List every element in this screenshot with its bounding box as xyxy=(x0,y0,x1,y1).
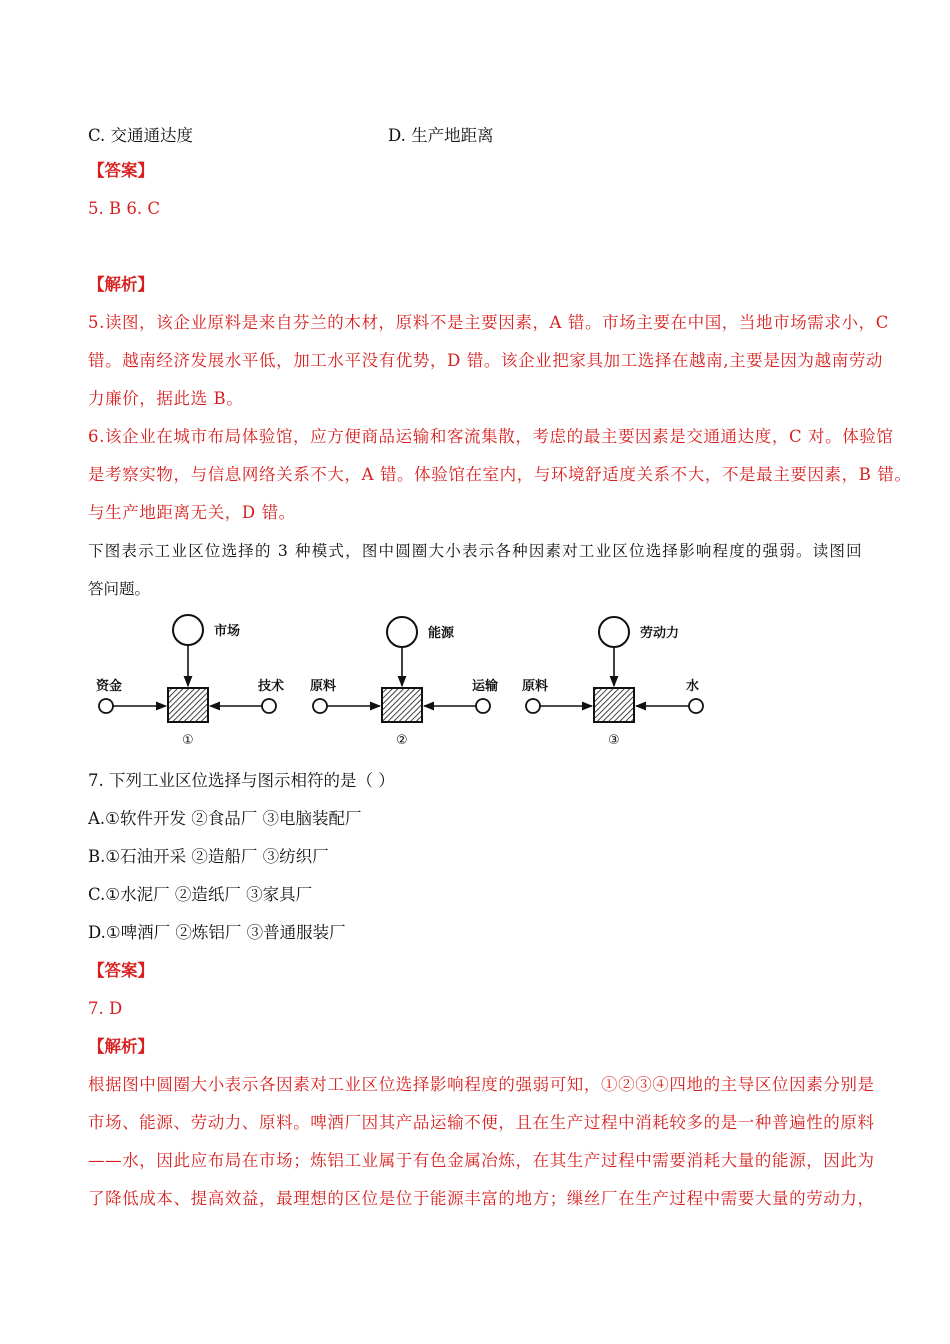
analysis-5-line-3: 力廉价，据此选 B。 xyxy=(88,389,244,408)
factory-box-1 xyxy=(168,688,208,722)
diagram-panel-3 xyxy=(522,617,703,748)
panel-2-left-label: 原料 xyxy=(310,679,337,694)
answer-label-2: 【答案】 xyxy=(88,961,154,980)
analysis-label-2: 【解析】 xyxy=(88,1037,154,1056)
option-a: A.①软件开发 ②食品厂 ③电脑装配厂 xyxy=(88,809,362,828)
raw-material-circle xyxy=(313,699,327,713)
intro-line-2: 答问题。 xyxy=(88,580,151,598)
panel-2-right-label: 运输 xyxy=(472,679,499,694)
raw-material-circle-3 xyxy=(526,699,540,713)
panel-3-right-label: 水 xyxy=(686,679,700,694)
panel-3-top-label: 劳动力 xyxy=(640,626,680,641)
answer-text-2: 7. D xyxy=(88,999,123,1018)
technology-circle xyxy=(262,699,276,713)
option-c: C.①水泥厂 ②造纸厂 ③家具厂 xyxy=(88,885,313,904)
option-b: B.①石油开采 ②造船厂 ③纺织厂 xyxy=(88,847,329,866)
option-d-prev: D. 生产地距离 xyxy=(388,126,494,145)
panel-3-number: ③ xyxy=(608,733,620,748)
analysis-6-line-1: 6.该企业在城市布局体验馆，应方便商品运输和客流集散，考虑的最主要因素是交通通达度，C 对。体验馆 xyxy=(88,427,894,446)
analysis-7-line-4: 了降低成本、提高效益，最理想的区位是位于能源丰富的地方；缫丝厂在生产过程中需要大量的劳动力， xyxy=(88,1189,875,1208)
panel-1-top-label: 市场 xyxy=(214,624,241,639)
analysis-7-line-1: 根据图中圆圈大小表示各因素对工业区位选择影响程度的强弱可知，①②③④四地的主导区位因素分别是 xyxy=(88,1075,875,1094)
panel-1-number: ① xyxy=(182,733,194,748)
panel-3-left-label: 原料 xyxy=(522,679,549,694)
answer-label: 【答案】 xyxy=(88,161,154,180)
transport-circle xyxy=(476,699,490,713)
panel-2-number: ② xyxy=(396,733,408,748)
analysis-7-line-3: ——水，因此应布局在市场；炼铝工业属于有色金属冶炼，在其生产过程中需要消耗大量的能源，因此为 xyxy=(88,1151,875,1170)
panel-1-left-label: 资金 xyxy=(96,679,123,694)
question-7: 7. 下列工业区位选择与图示相符的是（ ） xyxy=(88,771,395,790)
diagram-panel-1 xyxy=(96,615,284,748)
factory-box-3 xyxy=(594,688,634,722)
intro-line-1: 下图表示工业区位选择的 3 种模式，图中圆圈大小表示各种因素对工业区位选择影响程度的强弱。读图回 xyxy=(88,542,863,560)
analysis-7-line-2: 市场、能源、劳动力、原料。啤酒厂因其产品运输不便，且在生产过程中消耗较多的是一种普遍性的原料 xyxy=(88,1113,875,1132)
analysis-6-line-3: 与生产地距离无关，D 错。 xyxy=(88,503,296,522)
capital-circle xyxy=(99,699,113,713)
diagram-panel-2 xyxy=(310,617,498,748)
answer-text: 5. B 6. C xyxy=(88,199,160,218)
analysis-5-line-2: 错。越南经济发展水平低，加工水平没有优势，D 错。该企业把家具加工选择在越南,主要是因为越南劳动 xyxy=(88,351,884,370)
analysis-label: 【解析】 xyxy=(88,275,154,294)
option-c-prev: C. 交通通达度 xyxy=(88,126,194,145)
panel-2-top-label: 能源 xyxy=(428,626,455,641)
option-d: D.①啤酒厂 ②炼铝厂 ③普通服装厂 xyxy=(88,923,346,942)
analysis-6-line-2: 是考察实物，与信息网络关系不大，A 错。体验馆在室内，与环境舒适度关系不大，不是最主要因素，B 错。 xyxy=(88,465,912,484)
panel-1-right-label: 技术 xyxy=(258,679,285,694)
water-circle xyxy=(689,699,703,713)
factory-box-2 xyxy=(382,688,422,722)
analysis-5-line-1: 5.读图，该企业原料是来自芬兰的木材，原料不是主要因素，A 错。市场主要在中国，当地市场需求小，C xyxy=(88,313,889,332)
labor-circle xyxy=(599,617,629,647)
market-circle xyxy=(173,615,203,645)
energy-circle xyxy=(387,617,417,647)
